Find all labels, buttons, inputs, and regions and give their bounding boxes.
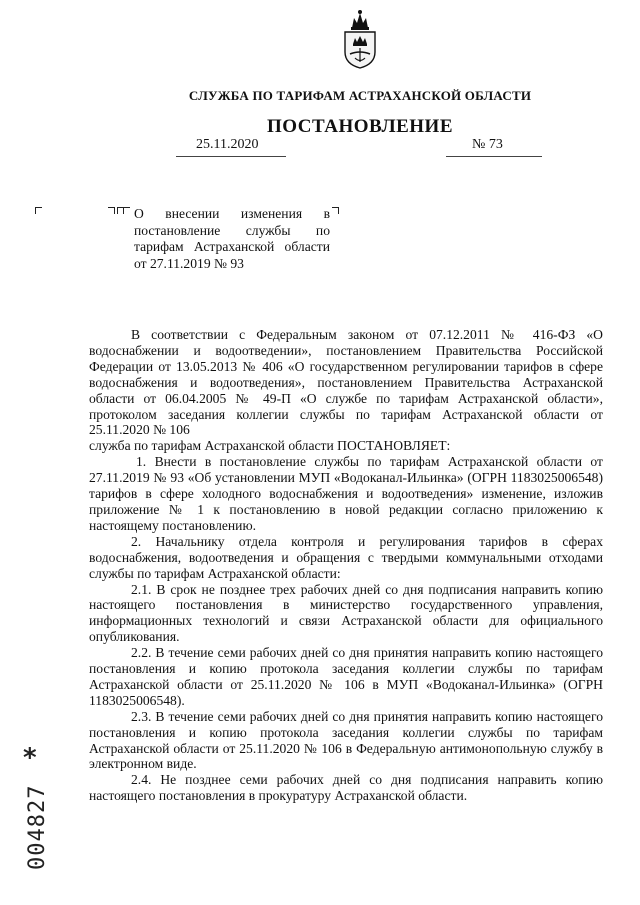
clause-2-1: 2.1. В срок не позднее трех рабочих дней со дня подписания направить копию настоящего постановления в министерство государственного управления, информационных технологий и связи Астраханской области для официального опубликования. bbox=[89, 581, 603, 645]
clause-2: 2. Начальнику отдела контроля и регулирования тарифов в сферах водоснабжения, водоотведения и обращения с твердыми коммунальными отходами службы по тарифам Астраханской области: bbox=[89, 533, 603, 581]
clause-2-4: 2.4. Не позднее семи рабочих дней со дня подписания направить копию настоящего постановления в прокуратуру Астраханской области. bbox=[89, 772, 603, 804]
preamble-paragraph: В соответствии с Федеральным законом от 07.12.2011 № 416-ФЗ «О водоснабжении и водоотведении», постановлением Правительства Российской Федерации от 13.05.2013 № 406 «О государственном регулировании тарифов в сфере водоснабжения и водоотведения», постановлением Правительства Астраханской области от 06.04.2005 № 49-П «О службе по тарифам Астраханской области», протоколом заседания коллегии службы по тарифам Астраханской области от 25.11.2020 № 106 bbox=[89, 327, 603, 438]
date-underline bbox=[176, 156, 286, 157]
document-number: № 73 bbox=[472, 137, 503, 152]
margin-serial-number: 004827 bbox=[25, 784, 50, 870]
coat-of-arms-icon bbox=[339, 8, 381, 70]
document-date: 25.11.2020 bbox=[196, 137, 259, 152]
corner-mark bbox=[123, 207, 130, 214]
corner-mark bbox=[332, 207, 339, 214]
clause-2-2: 2.2. В течение семи рабочих дней со дня принятия направить копию настоящего постановления и копию протокола заседания коллегии службы по тарифам Астраханской области от 25.11.2020 № 106 в МУП «Водоканал-Ильинка» (ОГРН 1183025006548). bbox=[89, 645, 603, 708]
issuing-authority: СЛУЖБА ПО ТАРИФАМ АСТРАХАНСКОЙ ОБЛАСТИ bbox=[188, 88, 532, 103]
margin-asterisk: * bbox=[23, 743, 37, 773]
document-body bbox=[89, 327, 603, 804]
corner-mark bbox=[35, 207, 42, 214]
clause-1: 1. Внести в постановление службы по тарифам Астраханской области от 27.11.2019 № 93 «Об установлении МУП «Водоканал-Ильинка» (ОГРН 1183025006548) тарифов в сфере холодного водоснабжения и водоотведения» изменение, изложив приложение № 1 к постановлению в новой редакции согласно приложению к настоящему постановлению. bbox=[89, 454, 603, 533]
clause-2-3: 2.3. В течение семи рабочих дней со дня принятия направить копию настоящего постановления и копию протокола заседания коллегии службы по тарифам Астраханской области от 25.11.2020 № 106 в Федеральную антимонопольную службу в электронном виде. bbox=[89, 708, 603, 772]
resolution-line: служба по тарифам Астраханской области ПОСТАНОВЛЯЕТ: bbox=[89, 438, 451, 454]
document-subject: О внесении изменения в постановление службы по тарифам Астраханской области от 27.11.2019 № 93 bbox=[134, 206, 330, 271]
corner-mark bbox=[108, 207, 115, 214]
number-underline bbox=[446, 156, 542, 157]
document-type: ПОСТАНОВЛЕНИЕ bbox=[266, 116, 454, 137]
